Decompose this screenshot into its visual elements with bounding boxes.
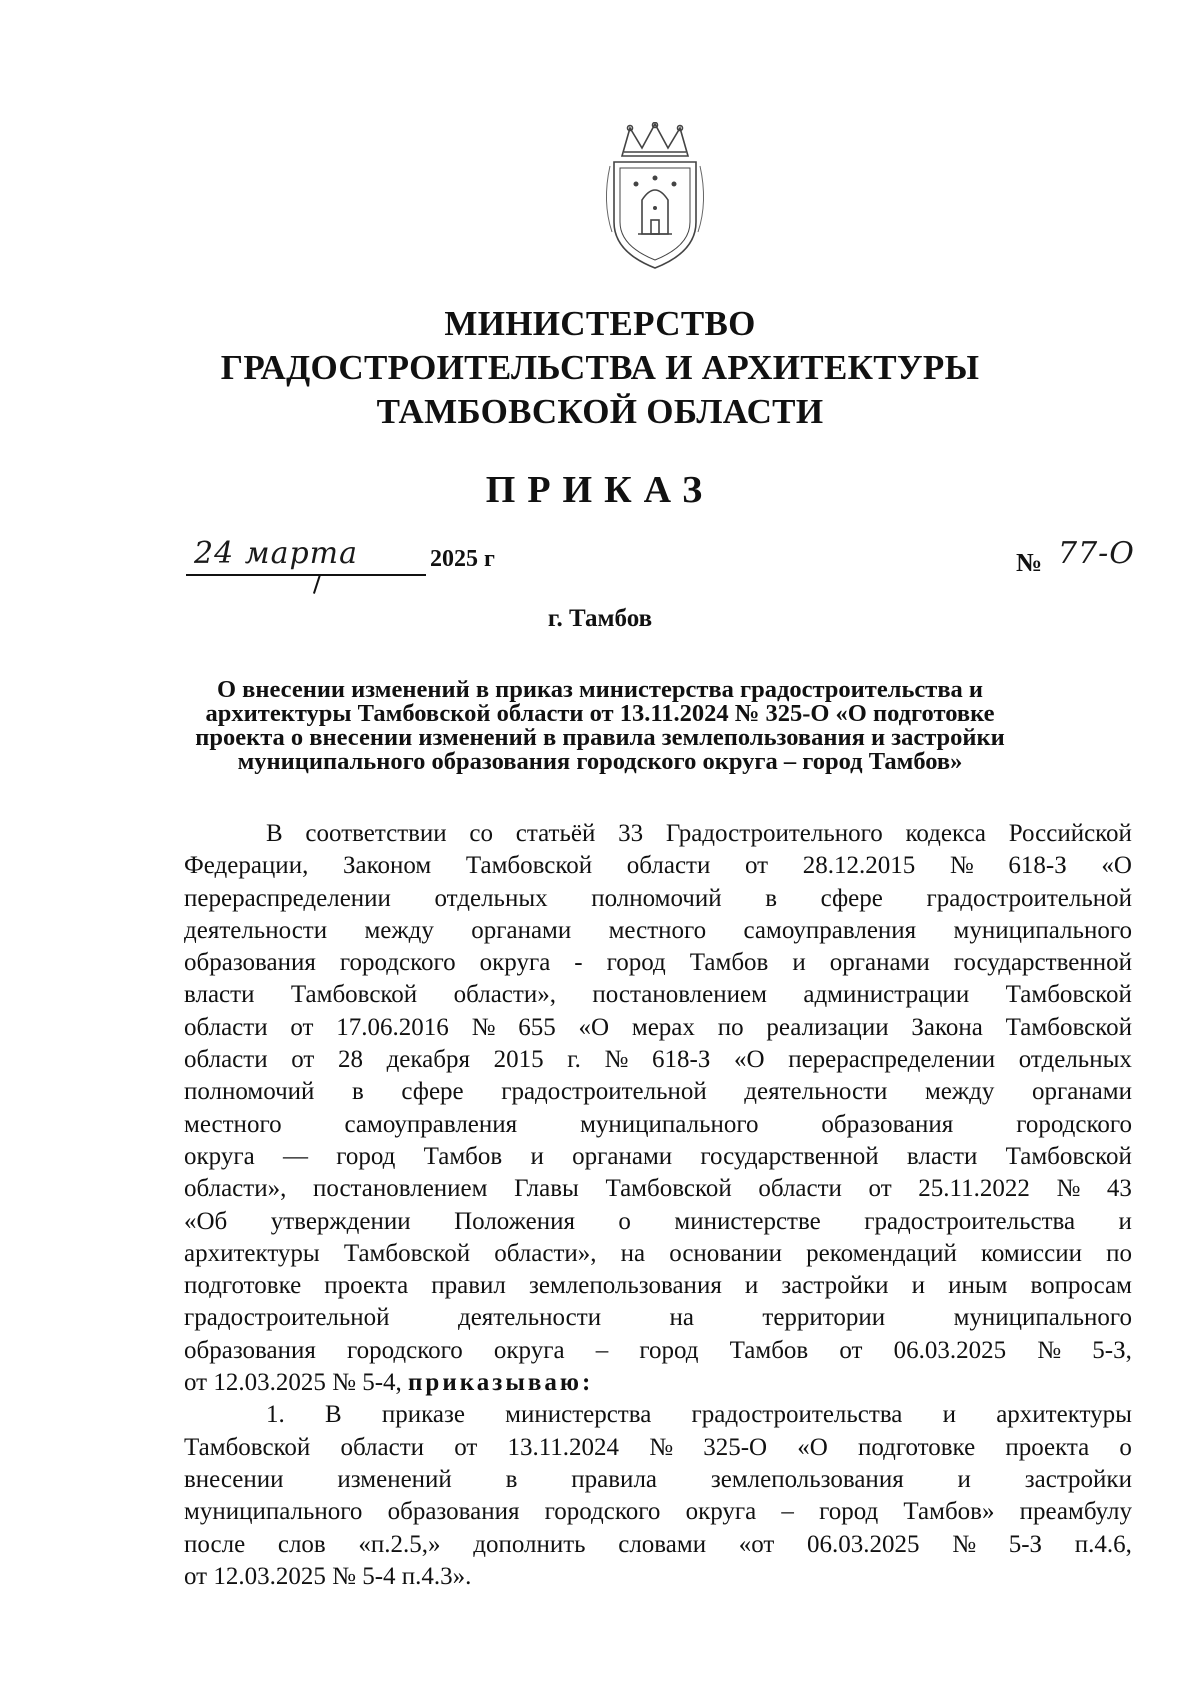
preamble-line	[184, 1141, 1132, 1173]
word: В	[324, 1401, 342, 1429]
order-number	[1016, 536, 1136, 586]
word: от	[290, 1013, 314, 1041]
preamble-line	[184, 1302, 1132, 1334]
word: №	[952, 1530, 977, 1558]
word: между	[364, 916, 434, 944]
word: дополнить	[473, 1530, 586, 1558]
word: Тамбовской	[184, 1433, 311, 1461]
word: 28.12.2015	[802, 852, 916, 880]
word: архитектуры	[996, 1401, 1132, 1429]
word: утверждении	[270, 1207, 411, 1235]
word: Федерации,	[184, 852, 309, 880]
word: приказе	[381, 1401, 465, 1429]
word: 1.	[266, 1401, 285, 1429]
word: сфере	[820, 884, 883, 912]
word: градостроительной	[184, 1304, 390, 1332]
preamble-line	[184, 979, 1132, 1011]
word: территории	[762, 1304, 886, 1332]
word: №	[1037, 1336, 1062, 1364]
word: в	[351, 1078, 364, 1106]
preamble-line	[184, 947, 1132, 979]
doc-type-title: ПРИКАЗ	[485, 469, 715, 511]
word: 5-З,	[1092, 1336, 1132, 1364]
subject-line: проекта о внесении изменений в правила землепользования и застройки	[195, 724, 1005, 751]
word: —	[282, 1142, 308, 1170]
word: внесении	[184, 1465, 284, 1493]
word: словами	[618, 1530, 707, 1558]
word: полномочий	[184, 1078, 315, 1106]
word: 33	[618, 820, 644, 847]
word: власти	[184, 981, 255, 1009]
word: 06.03.2025	[807, 1530, 920, 1558]
word: сфере	[401, 1078, 464, 1106]
word: органами	[1031, 1078, 1132, 1106]
word: «от	[738, 1530, 775, 1558]
word: постановлением	[312, 1175, 488, 1203]
word: отдельных	[434, 884, 548, 912]
preamble-line	[184, 883, 1132, 915]
word: застройки	[781, 1272, 889, 1300]
tambov-coat-of-arms-icon	[600, 122, 710, 272]
word: по	[717, 1013, 744, 1041]
word: «Об	[184, 1207, 228, 1235]
preamble-line	[184, 1044, 1132, 1076]
word: от	[454, 1433, 478, 1461]
word: город	[819, 1498, 879, 1526]
word: и	[792, 949, 806, 977]
word: на	[620, 1239, 646, 1267]
word: области	[184, 1013, 268, 1041]
word: город	[639, 1336, 699, 1364]
word: Тамбов	[689, 949, 769, 977]
item1-line	[184, 1464, 1132, 1496]
word: муниципального	[184, 1498, 363, 1526]
ministry-name	[130, 302, 1070, 434]
item1-line	[184, 1432, 1132, 1464]
word: 06.03.2025	[893, 1336, 1007, 1364]
word: области	[626, 852, 711, 880]
preamble-line	[184, 1109, 1132, 1141]
word: городского	[347, 1336, 463, 1364]
word: 43	[1106, 1175, 1132, 1203]
word: №	[949, 852, 974, 880]
word: Положения	[454, 1207, 575, 1235]
word: архитектуры	[184, 1239, 320, 1267]
word: город	[336, 1142, 396, 1170]
word: администрации	[803, 981, 970, 1009]
word: п.4.6,	[1074, 1530, 1132, 1558]
word: подготовке	[857, 1433, 976, 1461]
word: образования	[184, 949, 316, 977]
word: власти	[906, 1142, 978, 1170]
word: правил	[431, 1272, 506, 1300]
preamble-line	[184, 915, 1132, 947]
word: градостроительства	[691, 1401, 903, 1429]
word: округа	[479, 949, 551, 977]
word: деятельности	[457, 1304, 602, 1332]
word: по	[1106, 1239, 1132, 1267]
word: 17.06.2016	[336, 1013, 449, 1041]
word: -	[574, 949, 583, 977]
word: «п.2.5,»	[358, 1530, 441, 1558]
order-body	[184, 818, 1132, 1593]
word: от	[839, 1336, 863, 1364]
item-1	[184, 1399, 1132, 1560]
word: землепользования	[528, 1272, 722, 1300]
word: Тамбовской	[1005, 1142, 1132, 1170]
word: слов	[277, 1530, 326, 1558]
word: министерстве	[674, 1207, 821, 1235]
word: округа	[493, 1336, 565, 1364]
subject-line: архитектуры Тамбовской области от 13.11.2024 № 325-О «О подготовке	[205, 700, 995, 727]
word: вопросам	[1030, 1272, 1132, 1300]
word: округа	[685, 1498, 757, 1526]
word: комиссии	[980, 1239, 1083, 1267]
word: городского	[1016, 1110, 1132, 1138]
date-pen-stroke	[313, 574, 321, 594]
word: Тамбовской	[1005, 1013, 1132, 1041]
word: Тамбов	[729, 1336, 809, 1364]
word: 13.11.2024	[507, 1433, 620, 1461]
word: Тамбовской	[290, 981, 418, 1009]
word: преамбулу	[1019, 1498, 1132, 1526]
word: градостроительства	[864, 1207, 1076, 1235]
word: и	[942, 1401, 956, 1429]
preamble-last-text: от 12.03.2025 № 5-4,	[184, 1369, 409, 1397]
word: декабря	[386, 1046, 470, 1074]
word: изменений	[337, 1465, 452, 1493]
word: 655	[518, 1013, 556, 1041]
word: перераспределении	[184, 884, 391, 912]
word: образования	[821, 1110, 954, 1138]
handwritten-number: 77-О	[1058, 536, 1135, 571]
word: образования	[184, 1336, 316, 1364]
word: соответствии	[305, 820, 447, 847]
word: –	[595, 1336, 609, 1364]
word: проекта	[1005, 1433, 1090, 1461]
date-underline	[186, 574, 426, 576]
word: иным	[948, 1272, 1008, 1300]
word: от	[745, 852, 769, 880]
word: образования	[387, 1498, 520, 1526]
word: статьёй	[515, 820, 596, 847]
preamble-line	[184, 818, 1132, 850]
handwritten-date: 24 марта	[194, 536, 359, 571]
word: Главы	[514, 1175, 579, 1203]
preamble-line	[184, 1076, 1132, 1108]
preamble-line	[184, 1173, 1132, 1205]
word: реализации	[766, 1013, 889, 1041]
preamble-line	[184, 1238, 1132, 1270]
word: от	[291, 1046, 315, 1074]
word: области»,	[453, 981, 556, 1009]
word: 618-З	[1008, 852, 1067, 880]
word: 618-З	[652, 1046, 711, 1074]
word: 28	[337, 1046, 363, 1074]
word: №	[604, 1046, 629, 1074]
word: «О	[1101, 852, 1132, 880]
preamble-line	[184, 1270, 1132, 1302]
word: землепользования	[710, 1465, 904, 1493]
word: со	[469, 820, 494, 847]
word: –	[781, 1498, 794, 1526]
word: от	[868, 1175, 892, 1203]
word: проекта	[324, 1272, 409, 1300]
word: Тамбовской	[605, 1175, 732, 1203]
order-subject	[150, 678, 1050, 774]
word: г.	[567, 1046, 581, 1074]
word: отдельных	[1018, 1046, 1132, 1074]
word: округа	[184, 1142, 255, 1170]
decree-word: приказываю:	[408, 1369, 594, 1397]
date-year: 2025 г	[430, 546, 495, 572]
item1-line	[184, 1529, 1132, 1561]
word: на	[669, 1304, 694, 1332]
word: области»,	[494, 1239, 597, 1267]
word: государственной	[700, 1142, 879, 1170]
word: самоуправления	[344, 1110, 518, 1138]
ministry-line-3: ТАМБОВСКОЙ ОБЛАСТИ	[376, 392, 824, 431]
word: области	[184, 1046, 268, 1074]
word: 5-З	[1008, 1530, 1043, 1558]
word: деятельности	[744, 1078, 888, 1106]
word: в	[765, 884, 778, 912]
city: г. Тамбов	[547, 605, 653, 632]
word: мерах	[631, 1013, 695, 1041]
word: о	[1119, 1433, 1132, 1461]
word: органами	[471, 916, 572, 944]
word: между	[924, 1078, 995, 1106]
preamble-line	[184, 1206, 1132, 1238]
word: городского	[339, 949, 456, 977]
word: органами	[829, 949, 930, 977]
ministry-line-2: ГРАДОСТРОИТЕЛЬСТВА И АРХИТЕКТУРЫ	[220, 348, 980, 387]
preamble-last-line	[184, 1367, 1132, 1399]
word: Градостроительного	[665, 820, 883, 847]
word: области	[758, 1175, 842, 1203]
word: основании	[669, 1239, 783, 1267]
word: самоуправления	[743, 916, 917, 944]
word: В	[266, 820, 283, 847]
word: правила	[571, 1465, 658, 1493]
word: №	[1056, 1175, 1081, 1203]
ministry-line-1: МИНИСТЕРСТВО	[444, 304, 756, 343]
word: после	[184, 1530, 246, 1558]
word: министерства	[505, 1401, 652, 1429]
word: Тамбовской	[1005, 981, 1132, 1009]
word: застройки	[1024, 1465, 1132, 1493]
word: деятельности	[184, 916, 328, 944]
item-1-last-line	[184, 1561, 1132, 1593]
preamble-line	[184, 1335, 1132, 1367]
word: органами	[572, 1142, 673, 1170]
word: городского	[544, 1498, 661, 1526]
word: Тамбов	[423, 1142, 503, 1170]
word: и	[744, 1272, 759, 1300]
word: и	[911, 1272, 925, 1300]
word: Российской	[1008, 820, 1132, 847]
word: кодекса	[905, 820, 986, 847]
word: и	[530, 1142, 544, 1170]
word: перераспределении	[788, 1046, 996, 1074]
word: «О	[734, 1046, 765, 1074]
word: Закона	[911, 1013, 983, 1041]
word: местного	[608, 916, 707, 944]
word: области»,	[184, 1175, 287, 1203]
word: город	[606, 949, 666, 977]
item-1-last-text: от 12.03.2025 № 5-4 п.4.3».	[184, 1562, 472, 1590]
word: муниципального	[953, 1304, 1132, 1332]
word: области	[340, 1433, 425, 1461]
word: государственной	[953, 949, 1132, 977]
subject-line: О внесении изменений в приказ министерства градостроительства и	[216, 676, 984, 703]
preamble-line	[184, 850, 1132, 882]
word: 25.11.2022	[918, 1175, 1030, 1203]
word: Тамбовской	[465, 852, 593, 880]
word: Тамбовской	[343, 1239, 471, 1267]
word: местного	[184, 1110, 282, 1138]
subject-line: муниципального образования городского округа – город Тамбов»	[237, 748, 963, 775]
word: Законом	[342, 852, 432, 880]
order-date	[186, 536, 516, 586]
word: 2015	[493, 1046, 544, 1074]
preamble	[184, 818, 1132, 1367]
word: постановлением	[592, 981, 767, 1009]
word: №	[649, 1433, 674, 1461]
word: «О	[797, 1433, 828, 1461]
word: и	[957, 1465, 971, 1493]
word: градостроительной	[926, 884, 1132, 912]
item1-line	[184, 1399, 1132, 1431]
word: в	[505, 1465, 518, 1493]
word: муниципального	[580, 1110, 759, 1138]
word: и	[1118, 1207, 1132, 1235]
word: муниципального	[953, 916, 1132, 944]
word: подготовке	[184, 1272, 302, 1300]
word: рекомендаций	[806, 1239, 957, 1267]
item1-line	[184, 1496, 1132, 1528]
word: №	[471, 1013, 496, 1041]
preamble-line	[184, 1012, 1132, 1044]
word: «О	[578, 1013, 610, 1041]
word: 325-О	[703, 1433, 768, 1461]
word: Тамбов»	[903, 1498, 995, 1526]
number-label: №	[1016, 548, 1043, 577]
word: градостроительной	[501, 1078, 707, 1106]
word: о	[618, 1207, 631, 1235]
word: полномочий	[591, 884, 722, 912]
